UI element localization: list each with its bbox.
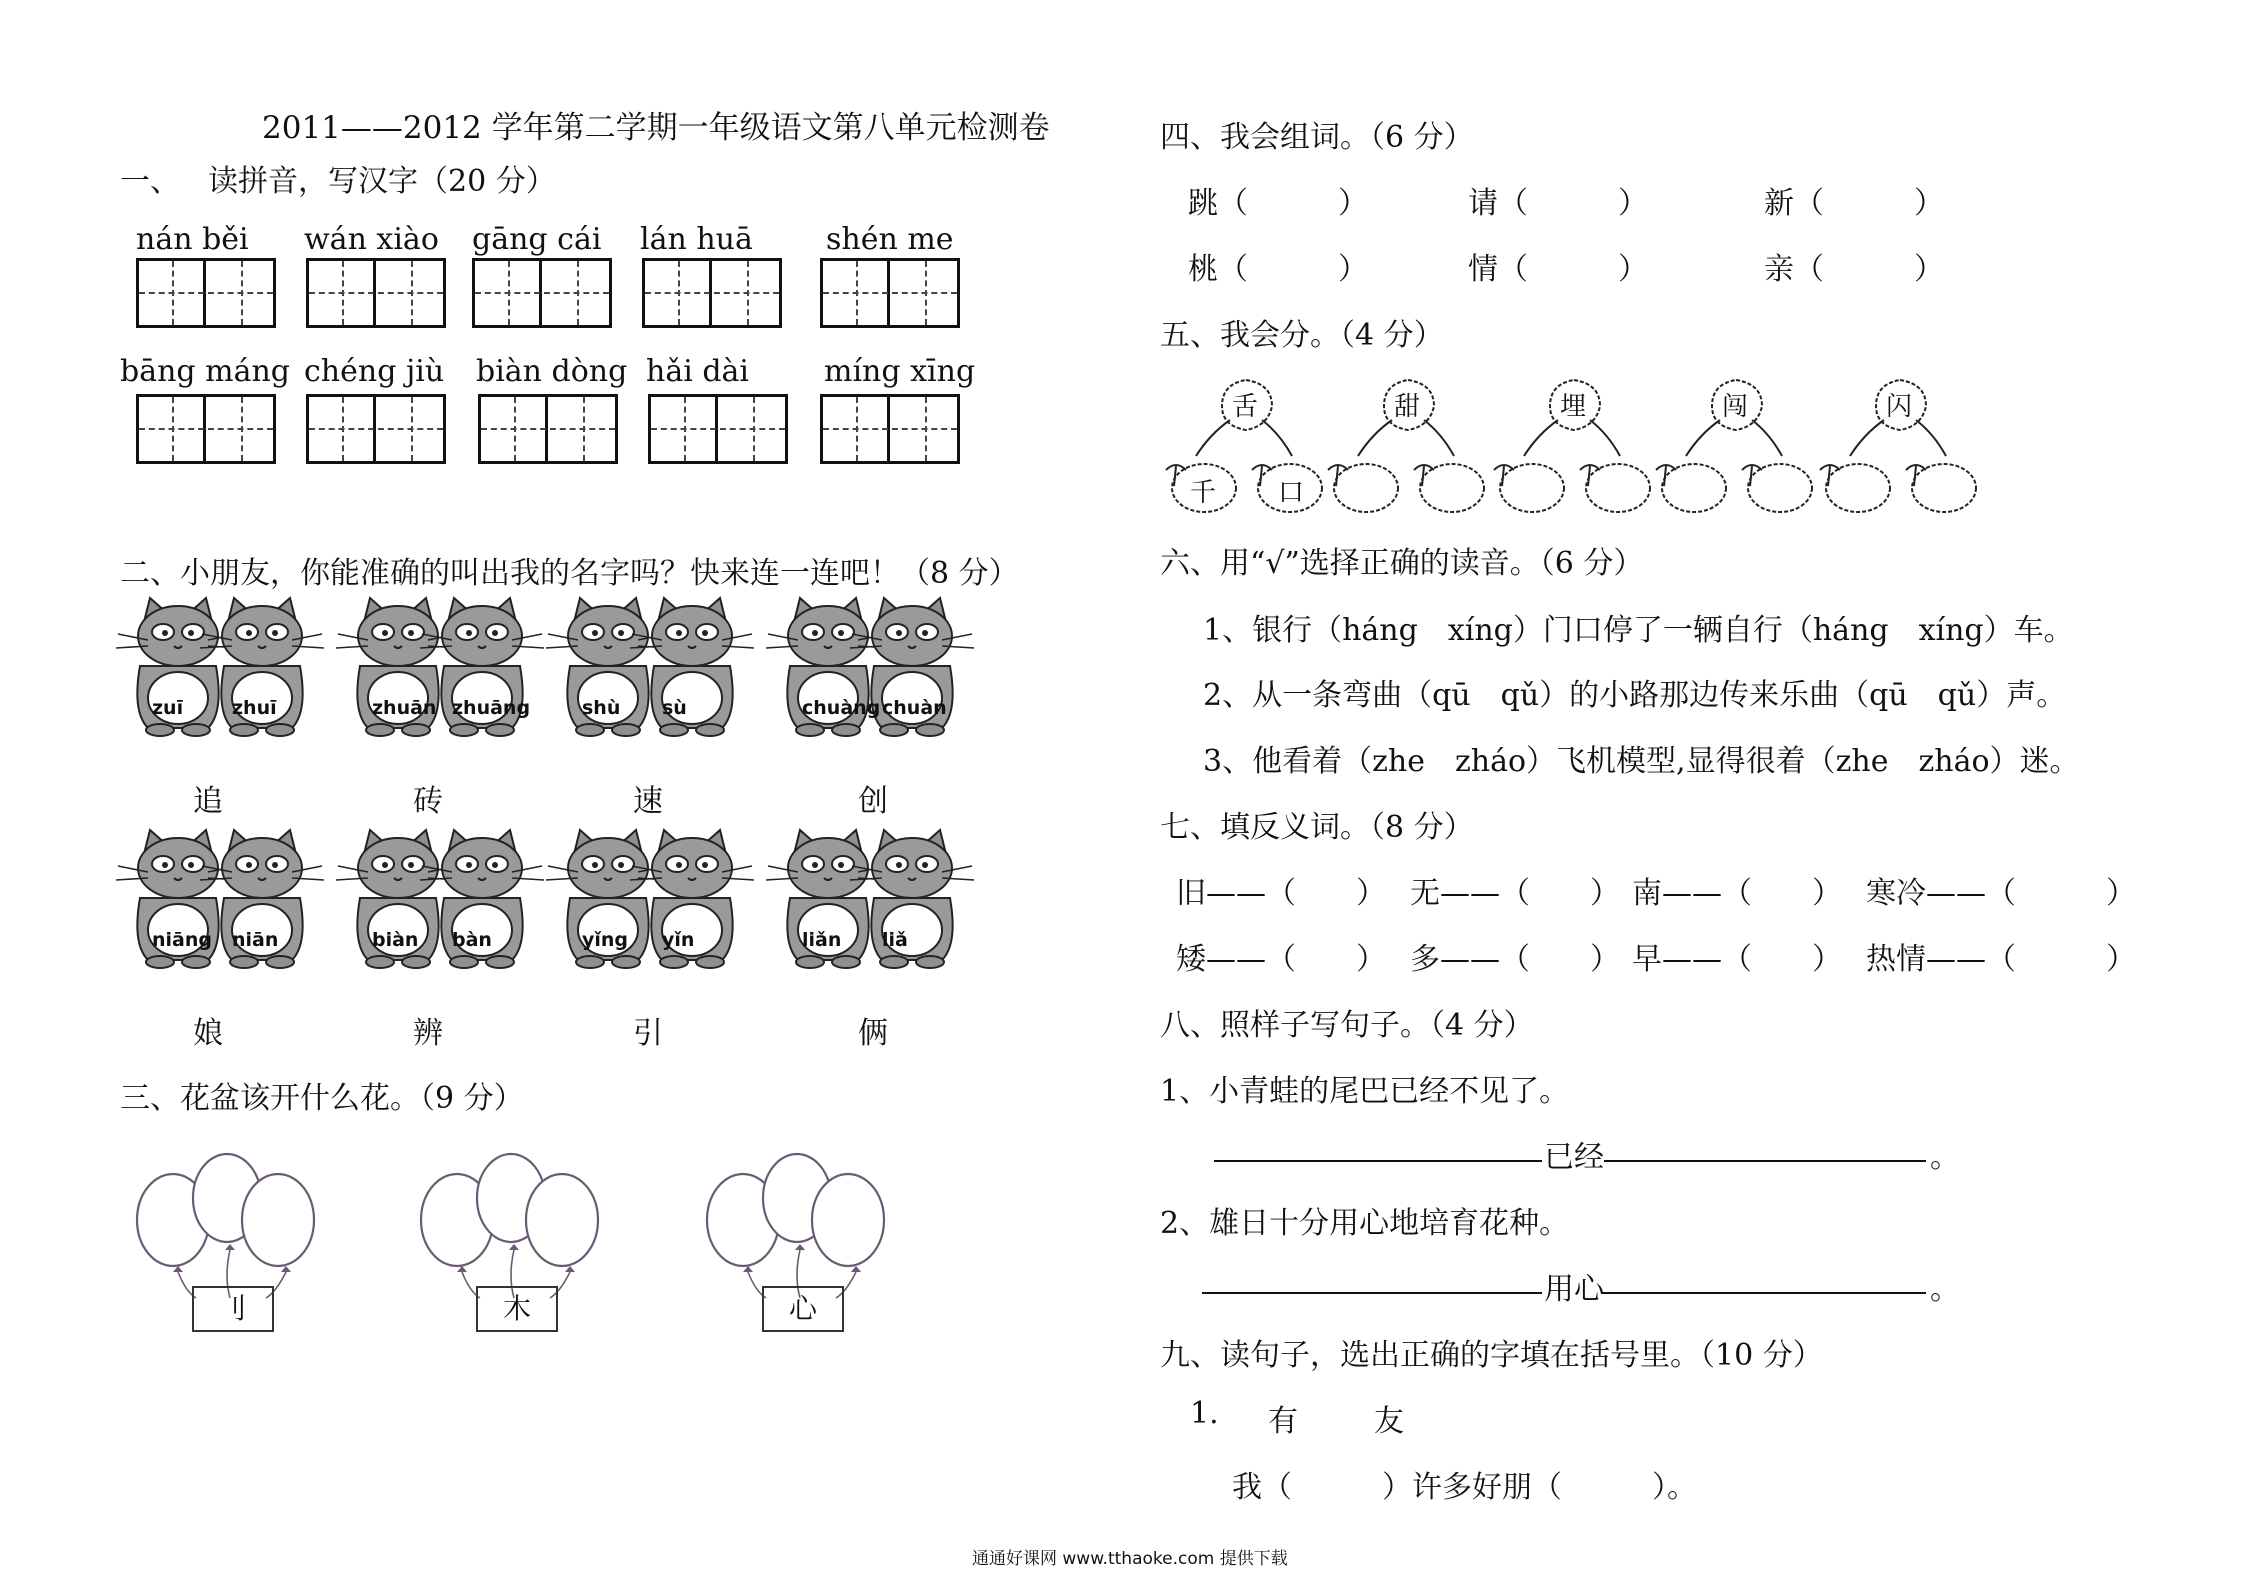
cat-pinyin-right[interactable]: zhuī [232,697,277,719]
q2-heading: 二、小朋友，你能准确的叫出我的名字吗？快来连一连吧！（8 分） [120,556,1019,591]
q1-pinyin: biàn dòng [476,354,628,389]
q1-pinyin: lán huā [640,222,753,257]
q8-example-1: 1、小青蛙的尾巴已经不见了。 [1160,1074,1570,1109]
q8-end-1: 。 [1930,1140,1960,1175]
q9-heading: 九、读句子，选出正确的字填在括号里。（10 分） [1160,1338,1823,1373]
q8-mid-word-2: 用心 [1544,1272,1604,1307]
q2-character[interactable]: 引 [633,1016,663,1051]
flower-pot-box[interactable] [762,1286,844,1332]
tree-right-slot[interactable]: 口 [1278,478,1305,508]
q7-item: 热情——（ ） [1866,942,2136,977]
flower-pot-radical: 木 [502,1292,531,1325]
cat-pair-illustration [780,600,960,745]
q1-pinyin: nán běi [136,222,249,257]
q7-item: 多——（ ） [1410,942,1620,977]
q4-item: 亲（ ） [1764,252,1944,287]
cat-pinyin-right[interactable]: niān [232,929,279,951]
q8-answer-line[interactable] [1604,1160,1926,1162]
q2-character[interactable]: 砖 [413,784,443,819]
flower-pot-radical: 刂 [218,1292,247,1325]
q4-item: 桃（ ） [1188,252,1368,287]
cat-pinyin-left[interactable]: biàn [372,929,419,951]
q1-pinyin: wán xiào [304,222,439,257]
q3-heading: 三、花盆该开什么花。（9 分） [120,1081,524,1116]
q6-line: 1、银行（háng xíng）门口停了一辆自行（háng xíng）车。 [1203,613,2074,648]
q2-character[interactable]: 追 [193,784,223,819]
q8-mid-word-1: 已经 [1544,1140,1604,1175]
q4-item: 新（ ） [1764,186,1944,221]
cat-pair-illustration [130,832,310,977]
q2-character[interactable]: 娘 [193,1016,223,1051]
cat-pinyin-left[interactable]: yǐng [582,929,629,951]
q4-item: 情（ ） [1468,252,1648,287]
tianzige-grid[interactable] [642,258,782,328]
cat-pinyin-left[interactable]: zhuān [372,697,437,719]
q8-answer-line[interactable] [1202,1292,1542,1294]
q1-pinyin: shén me [826,222,954,257]
q8-heading: 八、照样子写句子。（4 分） [1160,1008,1534,1043]
q1-heading-number: 一、 [120,164,180,199]
page-title: 2011——2012 学年第二学期一年级语文第八单元检测卷 [262,110,1050,146]
tianzige-grid[interactable] [820,394,960,464]
cat-pinyin-right[interactable]: chuàn [882,697,947,719]
cat-pinyin-right[interactable]: zhuāng [452,697,531,719]
cat-pinyin-right[interactable]: bàn [452,929,492,951]
tree-top-character: 闪 [1886,392,1913,422]
cat-pair-illustration [350,832,530,977]
tianzige-grid[interactable] [306,258,446,328]
tianzige-grid[interactable] [648,394,788,464]
q2-character[interactable]: 创 [858,784,888,819]
tianzige-grid[interactable] [472,258,612,328]
q9-choice-a: 有 [1268,1404,1298,1439]
footer-credit: 通通好课网 www.tthaoke.com 提供下载 [972,1549,1288,1569]
tianzige-grid[interactable] [478,394,618,464]
q7-item: 南——（ ） [1632,876,1842,911]
q6-heading: 六、用“√”选择正确的读音。（6 分） [1160,546,1644,581]
q9-number: 1. [1190,1396,1219,1431]
cat-pair-illustration [560,600,740,745]
cat-pinyin-right[interactable]: liǎ [882,929,908,951]
cat-pair-illustration [350,600,530,745]
tree-top-character: 闯 [1722,392,1749,422]
q7-item: 矮——（ ） [1176,942,1386,977]
flower-pot-radical: 心 [788,1292,817,1325]
q8-example-2: 2、雄日十分用心地培育花种。 [1160,1206,1570,1241]
q4-item: 请（ ） [1468,186,1648,221]
q6-line: 2、从一条弯曲（qū qǔ）的小路那边传来乐曲（qū qǔ）声。 [1203,678,2067,713]
tree-top-character: 埋 [1560,392,1587,422]
tianzige-grid[interactable] [306,394,446,464]
cat-pinyin-right[interactable]: yǐn [662,929,695,951]
cat-pair-illustration [780,832,960,977]
q8-answer-line[interactable] [1602,1292,1926,1294]
q8-answer-line[interactable] [1214,1160,1542,1162]
q1-pinyin: bāng máng [120,354,291,389]
q2-character[interactable]: 速 [633,784,663,819]
cat-pinyin-left[interactable]: niāng [152,929,212,951]
cat-pinyin-left[interactable]: shù [582,697,621,719]
q2-character[interactable]: 辨 [413,1016,443,1051]
cat-pinyin-left[interactable]: liǎn [802,929,842,951]
q7-item: 旧——（ ） [1176,876,1386,911]
q2-character[interactable]: 俩 [858,1016,888,1051]
cat-pinyin-left[interactable]: zuī [152,697,184,719]
q9-sentence: 我（ ）许多好朋（ ）。 [1232,1470,1697,1505]
q1-pinyin: gāng cái [472,222,602,257]
q7-item: 无——（ ） [1410,876,1620,911]
q4-heading: 四、我会组词。（6 分） [1160,120,1474,155]
q9-choice-b: 友 [1374,1404,1404,1439]
q7-item: 早——（ ） [1632,942,1842,977]
tianzige-grid[interactable] [820,258,960,328]
cat-pinyin-right[interactable]: sù [662,697,687,719]
tree-top-character: 甜 [1394,392,1421,422]
cat-pair-illustration [130,600,310,745]
tianzige-grid[interactable] [136,394,276,464]
q1-pinyin: chéng jiù [304,354,445,389]
tianzige-grid[interactable] [136,258,276,328]
q8-end-2: 。 [1930,1272,1960,1307]
q7-heading: 七、填反义词。（8 分） [1160,810,1474,845]
q1-heading: 读拼音，写汉字（20 分） [208,164,556,199]
flower-pot-box[interactable] [192,1286,274,1332]
tree-top-character: 舌 [1232,392,1259,422]
q4-item: 跳（ ） [1188,186,1368,221]
flower-pot-box[interactable] [476,1286,558,1332]
tree-left-slot[interactable]: 千 [1190,478,1217,508]
q6-line: 3、他看着（zhe zháo）飞机模型,显得很着（zhe zháo）迷。 [1203,744,2080,779]
cat-pinyin-left[interactable]: chuàng [802,697,881,719]
q7-item: 寒冷——（ ） [1866,876,2136,911]
q1-pinyin: míng xīng [824,354,976,389]
cat-pair-illustration [560,832,740,977]
q1-pinyin: hǎi dài [646,354,750,389]
q5-heading: 五、我会分。（4 分） [1160,318,1444,353]
